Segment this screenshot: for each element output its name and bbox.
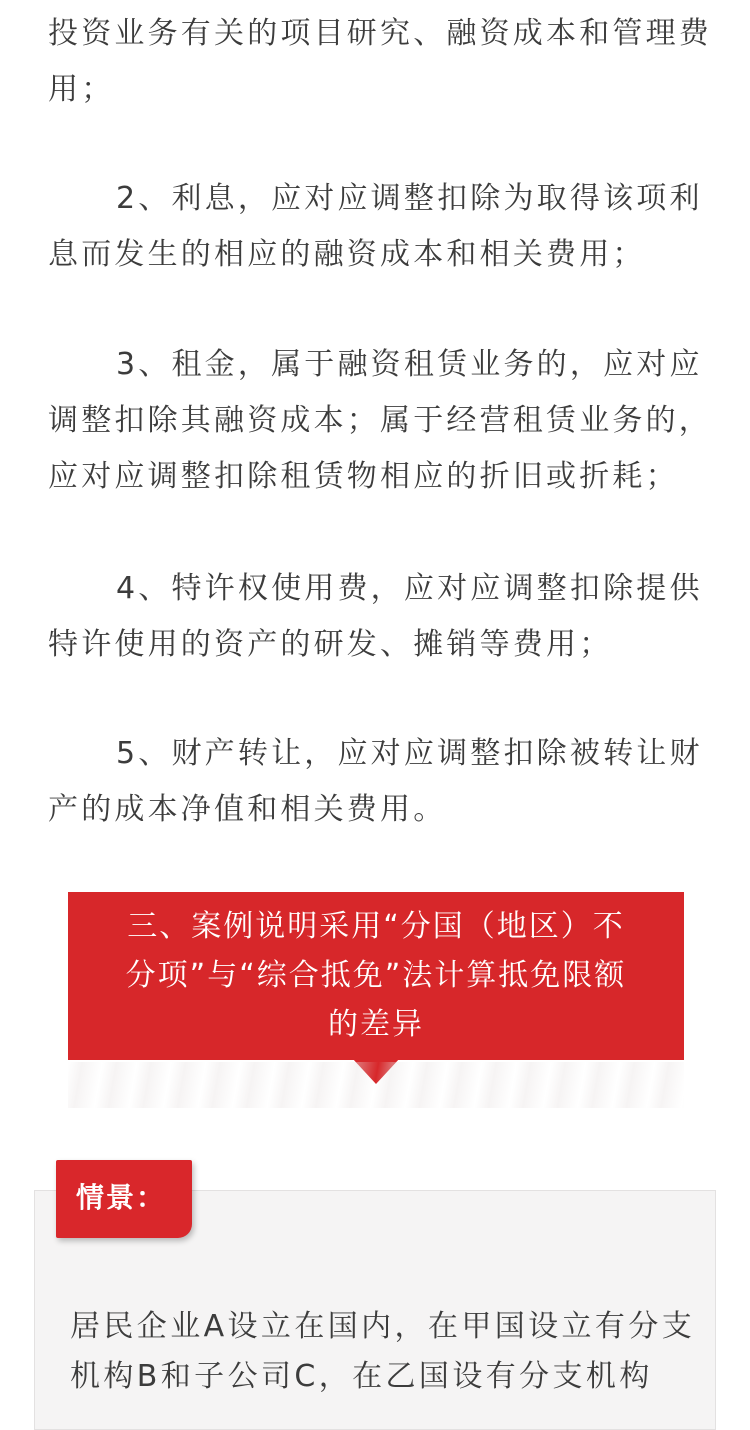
scenario-tag: [56, 1160, 192, 1238]
paragraph-4-line-1: 4、特许权使用费，应对应调整扣除提供: [116, 571, 703, 606]
paragraph-4-line-2: 特许使用的资产的研发、摊销等费用；: [48, 627, 613, 662]
scenario-line-1: 居民企业A设立在国内，在甲国设立有分支: [70, 1309, 696, 1344]
section-heading-text: [68, 902, 684, 1049]
paragraph-3-line-2: 调整扣除其融资成本；属于经营租赁业务的，: [48, 403, 712, 438]
section-heading-banner: [68, 892, 684, 1060]
section-heading-line-3: 的差异: [328, 1007, 424, 1042]
paragraph-2: [48, 171, 708, 283]
scenario-paragraph: [70, 1302, 696, 1402]
banner-decoration: [68, 1062, 684, 1108]
paragraph-5-line-1: 5、财产转让，应对应调整扣除被转让财: [116, 736, 703, 771]
scenario-tag-label: 情景：: [76, 1181, 167, 1214]
paragraph-3: [48, 337, 712, 505]
paragraph-3-line-3: 应对应调整扣除租赁物相应的折旧或折耗；: [48, 459, 679, 494]
paragraph-3-line-1: 3、租金，属于融资租赁业务的，应对应: [116, 347, 703, 382]
paragraph-1: [48, 6, 712, 118]
paragraph-4: [48, 561, 708, 673]
paragraph-5-line-2: 产的成本净值和相关费用。: [48, 792, 447, 827]
paragraph-1-line-2: 用；: [48, 72, 115, 107]
scenario-line-2: 机构B和子公司C，在乙国设有分支机构: [70, 1359, 653, 1394]
section-heading-line-2: 分项”与“综合抵免”法计算抵免限额: [125, 958, 627, 993]
section-heading-line-1: 三、案例说明采用“分国（地区）不: [127, 909, 625, 944]
paragraph-5: [48, 726, 708, 838]
paragraph-1-line-1: 投资业务有关的项目研究、融资成本和管理费: [48, 16, 712, 51]
paragraph-2-line-1: 2、利息，应对应调整扣除为取得该项利: [116, 181, 703, 216]
paragraph-2-line-2: 息而发生的相应的融资成本和相关费用；: [48, 237, 646, 272]
